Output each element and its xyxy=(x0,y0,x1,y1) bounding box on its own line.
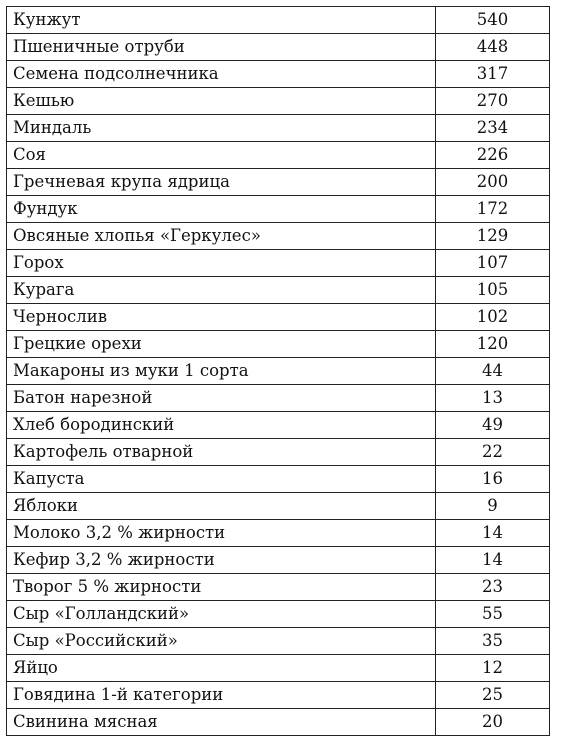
product-name-cell: Гречневая крупа ядрица xyxy=(7,169,436,196)
product-value-cell: 13 xyxy=(436,385,550,412)
product-name-cell: Батон нарезной xyxy=(7,385,436,412)
table-row xyxy=(7,196,550,223)
product-value-table xyxy=(6,6,550,736)
product-value-cell: 35 xyxy=(436,628,550,655)
product-name-cell: Творог 5 % жирности xyxy=(7,574,436,601)
table-row xyxy=(7,142,550,169)
product-value-cell: 14 xyxy=(436,520,550,547)
product-value-cell: 448 xyxy=(436,34,550,61)
table-row xyxy=(7,466,550,493)
product-value-cell: 22 xyxy=(436,439,550,466)
product-value-cell: 120 xyxy=(436,331,550,358)
product-name-cell: Яблоки xyxy=(7,493,436,520)
product-value-cell: 129 xyxy=(436,223,550,250)
product-name-cell: Чернослив xyxy=(7,304,436,331)
product-value-cell: 9 xyxy=(436,493,550,520)
product-value-cell: 200 xyxy=(436,169,550,196)
table-row xyxy=(7,682,550,709)
table-row xyxy=(7,7,550,34)
product-value-cell: 55 xyxy=(436,601,550,628)
table-row xyxy=(7,115,550,142)
table-row xyxy=(7,331,550,358)
product-name-cell: Горох xyxy=(7,250,436,277)
table-row xyxy=(7,34,550,61)
product-table-container xyxy=(6,6,549,736)
product-name-cell: Картофель отварной xyxy=(7,439,436,466)
product-name-cell: Капуста xyxy=(7,466,436,493)
product-value-cell: 49 xyxy=(436,412,550,439)
product-name-cell: Семена подсолнечника xyxy=(7,61,436,88)
product-value-cell: 226 xyxy=(436,142,550,169)
product-name-cell: Свинина мясная xyxy=(7,709,436,736)
product-value-cell: 14 xyxy=(436,547,550,574)
product-value-cell: 172 xyxy=(436,196,550,223)
table-row xyxy=(7,655,550,682)
table-row xyxy=(7,601,550,628)
product-name-cell: Яйцо xyxy=(7,655,436,682)
product-value-cell: 25 xyxy=(436,682,550,709)
product-name-cell: Кунжут xyxy=(7,7,436,34)
table-row xyxy=(7,169,550,196)
table-row xyxy=(7,574,550,601)
product-name-cell: Молоко 3,2 % жирности xyxy=(7,520,436,547)
product-value-cell: 540 xyxy=(436,7,550,34)
table-body xyxy=(7,7,550,736)
product-name-cell: Говядина 1-й категории xyxy=(7,682,436,709)
table-row xyxy=(7,493,550,520)
table-row xyxy=(7,628,550,655)
product-name-cell: Грецкие орехи xyxy=(7,331,436,358)
table-row xyxy=(7,88,550,115)
product-value-cell: 317 xyxy=(436,61,550,88)
product-value-cell: 107 xyxy=(436,250,550,277)
product-name-cell: Курага xyxy=(7,277,436,304)
product-name-cell: Сыр «Российский» xyxy=(7,628,436,655)
product-name-cell: Овсяные хлопья «Геркулес» xyxy=(7,223,436,250)
table-row xyxy=(7,250,550,277)
product-value-cell: 270 xyxy=(436,88,550,115)
table-row xyxy=(7,520,550,547)
table-row xyxy=(7,709,550,736)
table-row xyxy=(7,547,550,574)
table-row xyxy=(7,412,550,439)
table-row xyxy=(7,223,550,250)
product-name-cell: Сыр «Голландский» xyxy=(7,601,436,628)
table-row xyxy=(7,385,550,412)
product-value-cell: 102 xyxy=(436,304,550,331)
product-name-cell: Кефир 3,2 % жирности xyxy=(7,547,436,574)
table-row xyxy=(7,277,550,304)
product-value-cell: 234 xyxy=(436,115,550,142)
table-row xyxy=(7,304,550,331)
product-name-cell: Миндаль xyxy=(7,115,436,142)
table-row xyxy=(7,61,550,88)
product-value-cell: 20 xyxy=(436,709,550,736)
product-name-cell: Хлеб бородинский xyxy=(7,412,436,439)
product-name-cell: Фундук xyxy=(7,196,436,223)
table-row xyxy=(7,358,550,385)
product-value-cell: 12 xyxy=(436,655,550,682)
product-value-cell: 16 xyxy=(436,466,550,493)
product-value-cell: 105 xyxy=(436,277,550,304)
product-name-cell: Кешью xyxy=(7,88,436,115)
product-value-cell: 23 xyxy=(436,574,550,601)
product-name-cell: Пшеничные отруби xyxy=(7,34,436,61)
table-row xyxy=(7,439,550,466)
product-value-cell: 44 xyxy=(436,358,550,385)
product-name-cell: Макароны из муки 1 сорта xyxy=(7,358,436,385)
product-name-cell: Соя xyxy=(7,142,436,169)
